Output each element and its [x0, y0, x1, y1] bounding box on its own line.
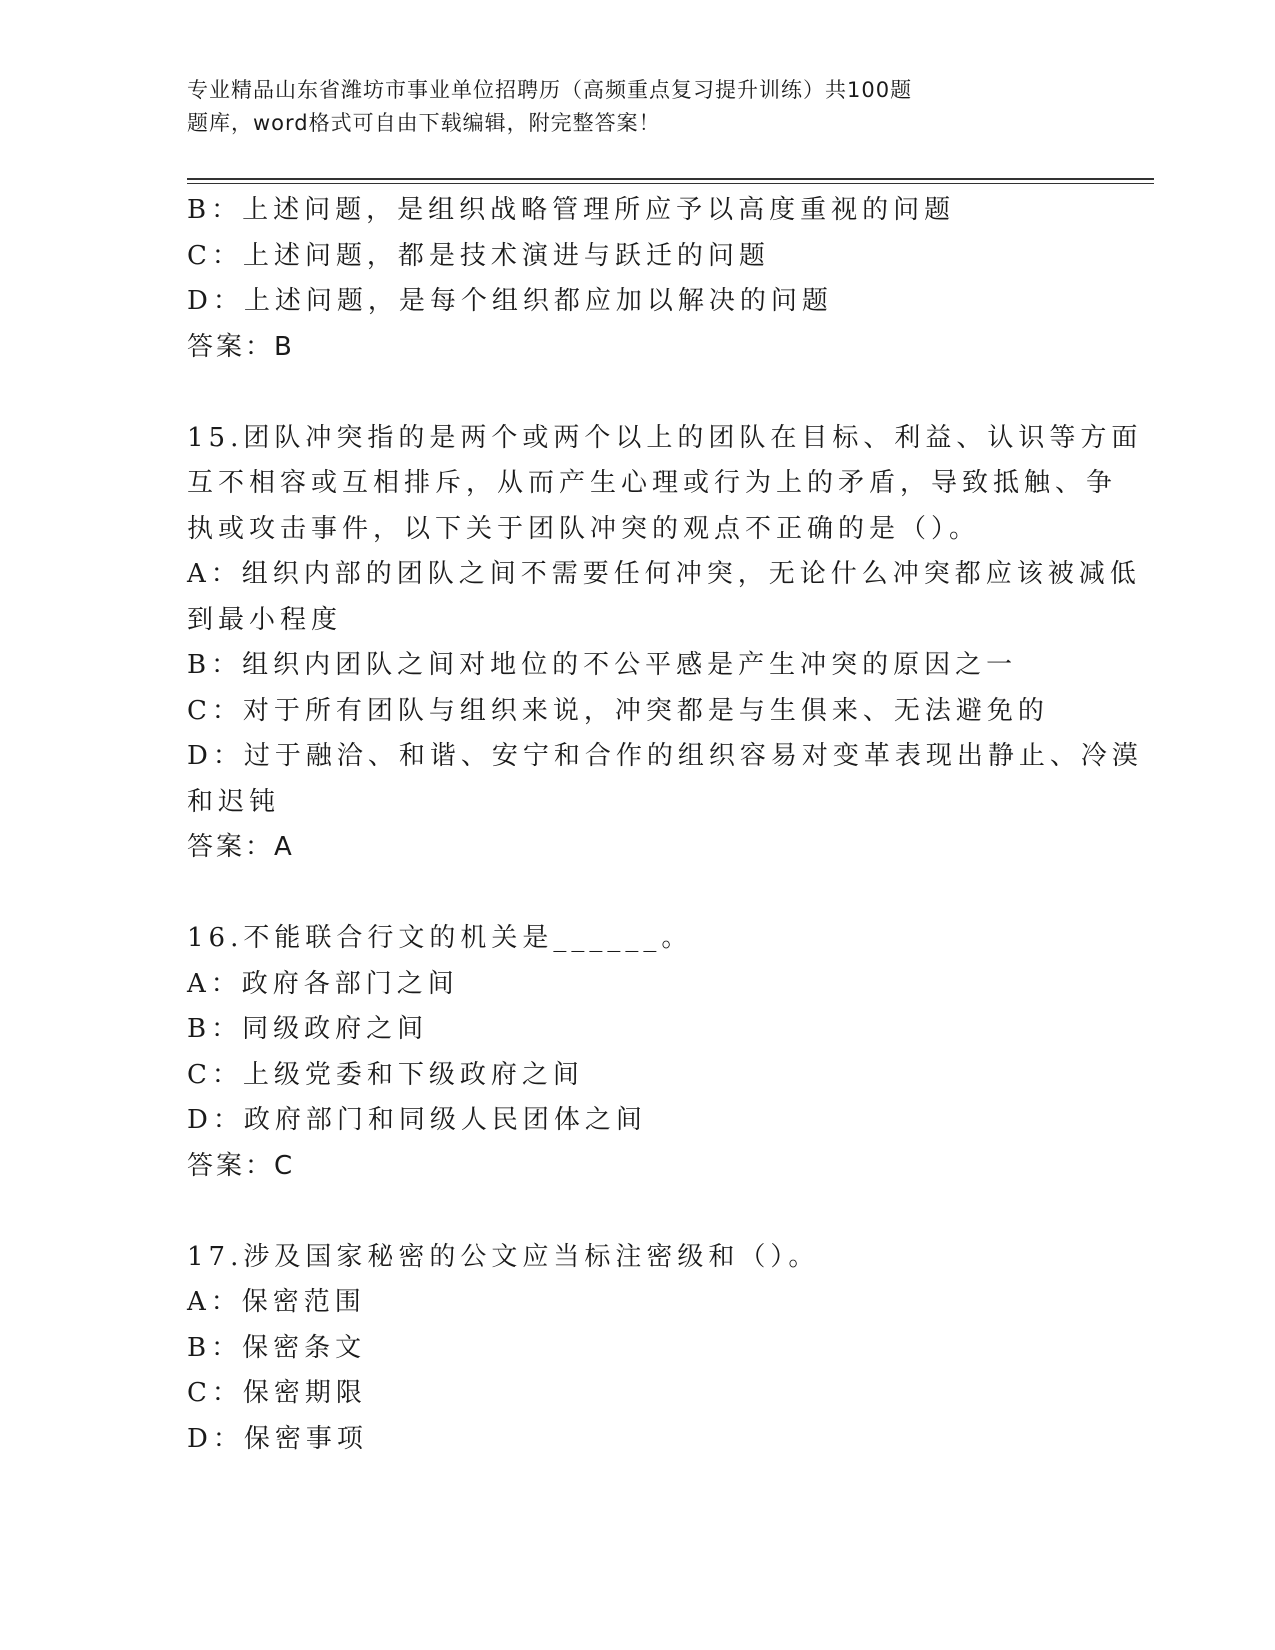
option-c: C：对于所有团队与组织来说，冲突都是与生俱来、无法避免的 [187, 695, 1049, 726]
question-16 [187, 916, 1087, 1189]
option-b: B：保密条文 [187, 1332, 367, 1363]
question-15 [187, 416, 1143, 871]
answer-line: 答案：C [187, 1150, 296, 1181]
option-b: B：同级政府之间 [187, 1014, 429, 1044]
option-a: A：保密范围 [187, 1287, 366, 1317]
option-d: D：保密事项 [187, 1423, 368, 1454]
question-14-tail [187, 188, 1087, 370]
question-stem-line: 互不相容或互相排斥，从而产生心理或行为上的矛盾，导致抵触、争 [187, 468, 1118, 498]
option-d: D：政府部门和同级人民团体之间 [187, 1105, 647, 1135]
option-b: B：组织内团队之间对地位的不公平感是产生冲突的原因之一 [187, 650, 1018, 680]
option-b: B：上述问题，是组织战略管理所应予以高度重视的问题 [187, 195, 956, 225]
question-stem: 17.涉及国家秘密的公文应当标注密级和（）。 [187, 1241, 820, 1272]
option-d-continued: 和迟钝 [187, 786, 281, 817]
option-a: A：组织内部的团队之间不需要任何冲突，无论什么冲突都应该被减低 [187, 559, 1141, 589]
option-a: A：政府各部门之间 [187, 968, 459, 999]
header-line-2: 题库，word格式可自由下载编辑，附完整答案！ [187, 111, 661, 135]
header-divider-thin [187, 183, 1154, 184]
option-c: C：保密期限 [187, 1378, 367, 1408]
question-17 [187, 1235, 1087, 1463]
answer-line: 答案：A [187, 832, 295, 862]
question-stem-line: 15.团队冲突指的是两个或两个以上的团队在目标、利益、认识等方面 [187, 422, 1143, 453]
spacer [187, 1189, 1087, 1235]
spacer [187, 370, 1087, 416]
option-a-continued: 到最小程度 [187, 604, 343, 635]
header-line-1: 专业精品山东省潍坊市事业单位招聘历（高频重点复习提升训练）共100题 [187, 78, 913, 102]
document-body [187, 188, 1143, 1462]
answer-line: 答案：B [187, 331, 295, 362]
option-c: C：上级党委和下级政府之间 [187, 1059, 584, 1090]
header-divider-thick [187, 178, 1154, 180]
spacer [187, 871, 1087, 917]
document-header [187, 74, 1007, 140]
question-stem-line: 执或攻击事件，以下关于团队冲突的观点不正确的是（）。 [187, 513, 981, 544]
option-c: C：上述问题，都是技术演进与跃迁的问题 [187, 240, 770, 271]
question-stem: 16.不能联合行文的机关是______。 [187, 923, 693, 953]
option-d: D：上述问题，是每个组织都应加以解决的问题 [187, 286, 833, 316]
option-d: D：过于融洽、和谐、安宁和合作的组织容易对变革表现出静止、冷漠 [187, 741, 1143, 771]
